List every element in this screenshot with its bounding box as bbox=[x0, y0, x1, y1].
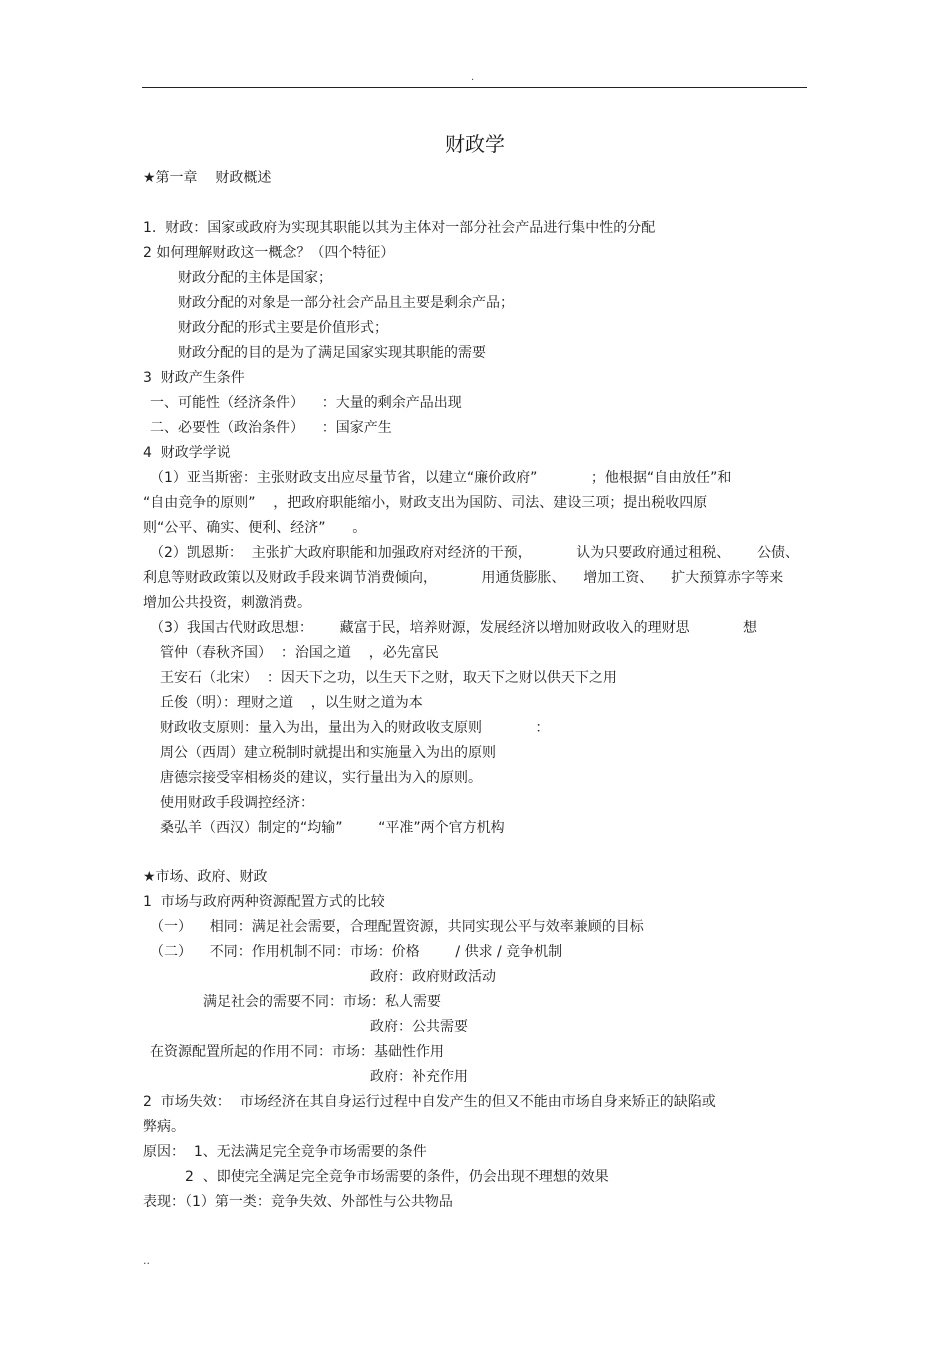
text-line: 财政分配的形式主要是价值形式； bbox=[178, 320, 388, 336]
text-line: 使用财政手段调控经济： bbox=[160, 795, 314, 811]
text-line: 管仲（春秋齐国） ：治国之道 ，必先富民 bbox=[160, 645, 439, 661]
text-line: 桑弘羊（西汉）制定的“均输” “平准”两个官方机构 bbox=[160, 820, 505, 836]
text-line: 3 财政产生条件 bbox=[143, 370, 245, 386]
text-line: 财政分配的目的是为了满足国家实现其职能的需要 bbox=[178, 345, 486, 361]
text-line: 增加公共投资，刺激消费。 bbox=[143, 595, 311, 611]
text-line: 2 市场失效： 市场经济在其自身运行过程中自发产生的但又不能由市场自身来矫正的缺陷或 bbox=[143, 1094, 716, 1110]
text-line: 在资源配置所起的作用不同：市场：基础性作用 bbox=[150, 1044, 444, 1060]
text-line: 唐德宗接受宰相杨炎的建议，实行量出为入的原则。 bbox=[160, 770, 482, 786]
text-line: （2）凯恩斯： 主张扩大政府职能和加强政府对经济的干预， 认为只要政府通过租税、 公债、 bbox=[150, 545, 800, 561]
text-line: 1 市场与政府两种资源配置方式的比较 bbox=[143, 894, 385, 910]
text-line: 满足社会的需要不同：市场：私人需要 bbox=[203, 994, 441, 1010]
text-line: 1. 财政：国家或政府为实现其职能以其为主体对一部分社会产品进行集中性的分配 bbox=[143, 220, 656, 236]
text-line: （二） 不同：作用机制不同：市场：价格 / 供求 / 竞争机制 bbox=[150, 944, 563, 960]
text-line: （一） 相同：满足社会需要，合理配置资源，共同实现公平与效率兼顾的目标 bbox=[150, 919, 644, 935]
text-line: 王安石（北宋） ：因天下之功，以生天下之财，取天下之财以供天下之用 bbox=[160, 670, 617, 686]
text-line: 二、必要性（政治条件） ：国家产生 bbox=[150, 420, 392, 436]
text-line: 2 如何理解财政这一概念？（四个特征） bbox=[143, 245, 395, 261]
text-line: 财政分配的主体是国家； bbox=[178, 270, 332, 286]
text-line: 财政分配的对象是一部分社会产品且主要是剩余产品； bbox=[178, 295, 514, 311]
text-line: （1）亚当斯密：主张财政支出应尽量节省，以建立“廉价政府” ；他根据“自由放任”和 bbox=[150, 470, 732, 486]
text-line: “自由竞争的原则” ，把政府职能缩小，财政支出为国防、司法、建设三项；提出税收四原 bbox=[143, 495, 708, 511]
text-line: 政府：政府财政活动 bbox=[370, 969, 496, 985]
header-rule bbox=[142, 87, 807, 88]
text-line: 周公（西周）建立税制时就提出和实施量入为出的原则 bbox=[160, 745, 496, 761]
text-line: 丘俊（明）：理财之道 ，以生财之道为本 bbox=[160, 695, 423, 711]
text-line: 原因： 1、无法满足完全竞争市场需要的条件 bbox=[143, 1144, 427, 1160]
document-title: 财政学 bbox=[445, 132, 505, 156]
header-mark: . bbox=[471, 72, 475, 83]
text-line: 2 、即使完全满足完全竞争市场需要的条件，仍会出现不理想的效果 bbox=[185, 1169, 609, 1185]
text-line: 一、可能性（经济条件） ：大量的剩余产品出现 bbox=[150, 395, 462, 411]
section-heading: ★市场、政府、财政 bbox=[143, 869, 268, 885]
footer-mark: .. bbox=[143, 1254, 150, 1267]
text-line: 弊病。 bbox=[143, 1119, 185, 1135]
text-line: （3）我国古代财政思想： 藏富于民，培养财源，发展经济以增加财政收入的理财思 想 bbox=[150, 620, 758, 636]
text-line: 4 财政学学说 bbox=[143, 445, 231, 461]
text-line: 政府：公共需要 bbox=[370, 1019, 468, 1035]
text-line: 财政收支原则：量入为出，量出为入的财政收支原则 ： bbox=[160, 720, 550, 736]
text-line: 政府：补充作用 bbox=[370, 1069, 468, 1085]
text-line: 表现：（1）第一类：竞争失效、外部性与公共物品 bbox=[143, 1194, 453, 1210]
chapter-heading: ★第一章 财政概述 bbox=[143, 170, 272, 186]
text-line: 利息等财政政策以及财政手段来调节消费倾向， 用通货膨胀、 增加工资、 扩大预算赤字等来 bbox=[143, 570, 784, 586]
text-line: 则“公平、确实、便利、经济” 。 bbox=[143, 520, 367, 536]
